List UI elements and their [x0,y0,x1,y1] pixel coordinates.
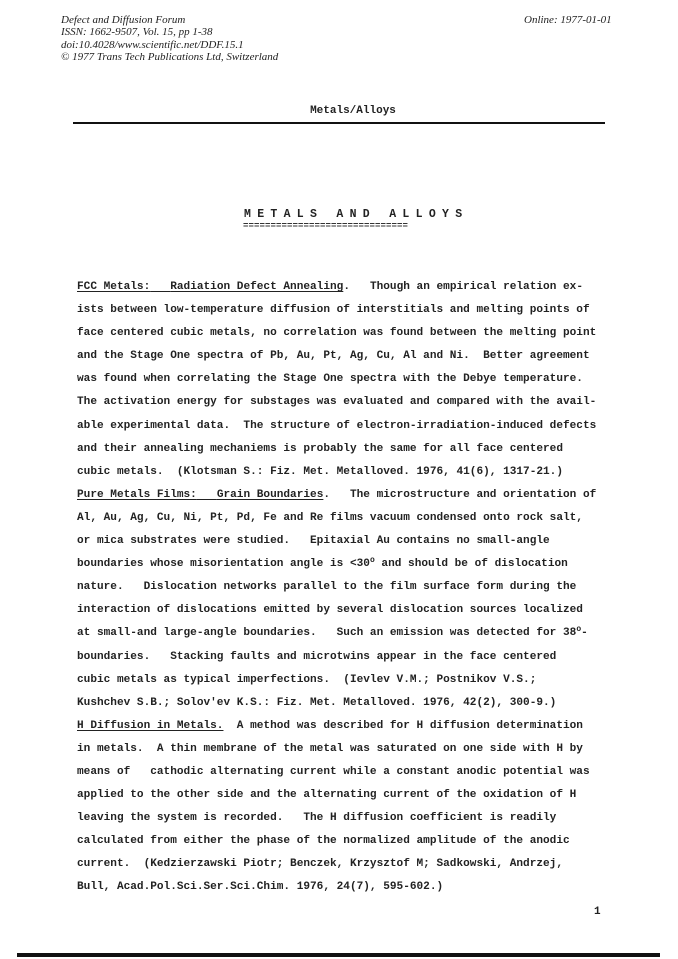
section-title-underline: ============================== [243,221,409,231]
abstract-2-line: nature. Dislocation networks parallel to the film surface form during the [77,581,577,594]
journal-copyright: © 1977 Trans Tech Publications Ltd, Switzerland [61,50,279,63]
abstract-1-line-1: FCC Metals: Radiation Defect Annealing. Though an empirical relation ex- [77,281,583,293]
header-rule [73,122,605,124]
abstract-2-line-1: Pure Metals Films: Grain Boundaries. The microstructure and orientation of [77,488,597,501]
abstract-3-line: leaving the system is recorded. The H diffusion coefficient is readily [77,812,557,825]
journal-name: Defect and Diffusion Forum [61,14,186,26]
abstract-2-heading-topic: Pure Metals Films: [77,488,197,501]
running-head: Metals/Alloys [310,105,396,117]
abstracts-body [77,276,637,900]
abstract-1-heading-topic: FCC Metals: [77,281,151,293]
abstract-3-line-1: H Diffusion in Metals. A method was described for H diffusion determination [77,719,583,732]
journal-doi: doi:10.4028/www.scientific.net/DDF.15.1 [61,38,244,51]
abstract-3-heading: H Diffusion in Metals. [77,719,224,732]
abstract-2-line: cubic metals as typical imperfections. (Ievlev V.M.; Postnikov V.S.; [77,673,537,686]
abstract-2-line: at small-and large-angle boundaries. Such an emission was detected for 38$^o$- [77,625,588,640]
abstract-2-line: Al, Au, Ag, Cu, Ni, Pt, Pd, Fe and Re films vacuum condensed onto rock salt, [77,511,583,524]
abstract-1-line: was found when correlating the Stage One spectra with the Debye temperature. [77,373,583,386]
abstract-1-line: and the Stage One spectra of Pb, Au, Pt, Ag, Cu, Al and Ni. Better agreement [77,350,590,363]
online-date: Online: 1977-01-01 [524,14,612,26]
abstract-1-heading-subtopic: Radiation Defect Annealing [170,281,344,293]
degree-symbol: o [576,625,582,635]
journal-citation-block [61,14,278,63]
abstract-3-line: in metals. A thin membrane of the metal was saturated on one side with H by [77,742,583,755]
degree-symbol: o [369,556,375,566]
abstract-3-line: means of cathodic alternating current while a constant anodic potential was [77,765,590,778]
abstract-3-line: current. (Kedzierzawski Piotr; Benczek, Krzysztof M; Sadkowski, Andrzej, [77,858,563,871]
abstract-2-line: boundaries whose misorientation angle is $<30^o$ and should be of dislocation [77,556,568,571]
page-number: 1 [594,906,601,918]
abstract-2-citation: Kushchev S.B.; Solov'ev K.S.: Fiz. Met. Metalloved. 1976, 42(2), 300-9.) [77,696,557,709]
abstract-3-citation: Bull, Acad.Pol.Sci.Ser.Sci.Chim. 1976, 24(7), 595-602.) [77,881,444,894]
abstract-1-line: able experimental data. The structure of electron-irradiation-induced defects [77,419,597,432]
abstract-2-line: boundaries. Stacking faults and microtwins appear in the face centered [77,650,557,663]
abstract-1-line: face centered cubic metals, no correlation was found between the melting point [77,327,597,340]
abstract-1-line: The activation energy for substages was evaluated and compared with the avail- [77,396,597,409]
journal-issn: ISSN: 1662-9507, Vol. 15, pp 1-38 [61,26,213,39]
abstract-3-line: calculated from either the phase of the normalized amplitude of the anodic [77,835,570,848]
abstract-2-line: or mica substrates were studied. Epitaxial Au contains no small-angle [77,535,550,548]
section-title: METALS AND ALLOYS [244,208,469,221]
abstract-3-line: applied to the other side and the alternating current of the oxidation of H [77,789,577,802]
abstract-2-line: interaction of dislocations emitted by several dislocation sources localized [77,604,583,617]
abstract-1-line: ists between low-temperature diffusion of interstitials and melting points of [77,304,590,317]
abstract-1-citation: cubic metals. (Klotsman S.: Fiz. Met. Metalloved. 1976, 41(6), 1317-21.) [77,465,563,478]
abstract-1-line: and their annealing mechaniems is probably the same for all face centered [77,442,563,455]
footer-rule [17,953,660,957]
abstract-2-heading-subtopic: Grain Boundaries [216,488,324,501]
